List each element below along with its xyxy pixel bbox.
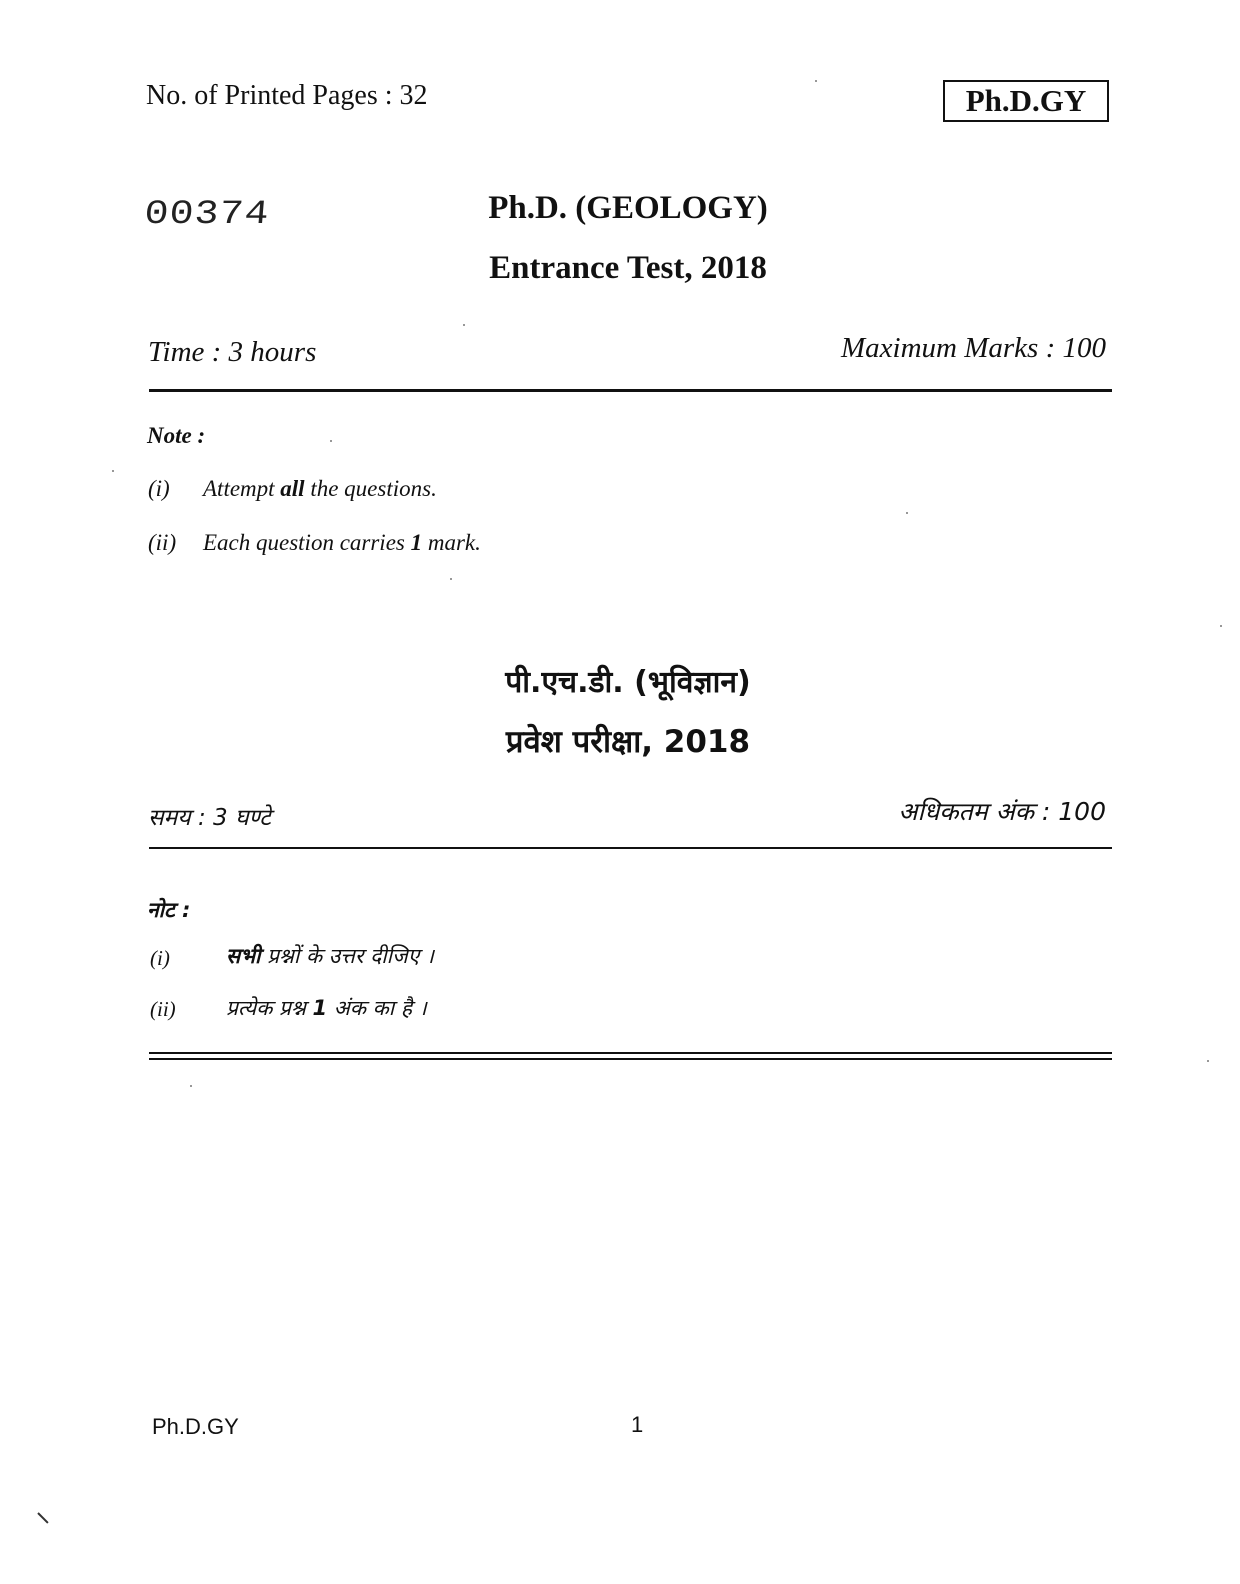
printed-pages-label: No. of Printed Pages : 32 [146, 80, 428, 111]
divider-hindi [149, 847, 1112, 849]
double-rule-bottom [149, 1058, 1112, 1060]
scan-speck [463, 324, 465, 326]
hindi-note-heading: नोट : [147, 898, 191, 922]
serial-number: 00374 [142, 196, 272, 235]
scan-mark [37, 1512, 48, 1523]
paper-code-box: Ph.D.GY [943, 80, 1109, 122]
exam-title: Ph.D. (GEOLOGY) [488, 190, 768, 226]
hindi-note-item-1-number: (i) [150, 946, 170, 970]
double-rule-top [149, 1052, 1112, 1054]
time-label: Time : 3 hours [148, 336, 317, 368]
note-heading: Note : [147, 423, 206, 448]
hindi-exam-subtitle: प्रवेश परीक्षा, 2018 [505, 724, 751, 760]
scan-speck [190, 1085, 192, 1087]
note-item-1-number: (i) [148, 476, 170, 501]
scan-speck [1207, 1060, 1209, 1062]
scan-speck [112, 470, 114, 472]
note-item-2-number: (ii) [148, 530, 177, 555]
scan-speck [330, 440, 332, 442]
scan-speck [450, 578, 452, 580]
divider-english [149, 389, 1112, 392]
note-item-1-text: Attempt all the questions. [203, 476, 437, 501]
hindi-note-item-2-number: (ii) [150, 997, 176, 1021]
scan-speck [815, 80, 817, 82]
hindi-note-item-1-text: सभी प्रश्नों के उत्तर दीजिए । [226, 944, 434, 968]
exam-subtitle: Entrance Test, 2018 [489, 250, 767, 286]
scan-speck [906, 512, 908, 514]
max-marks-label: Maximum Marks : 100 [841, 332, 1106, 364]
hindi-note-item-2-text: प्रत्येक प्रश्न 1 अंक का है । [226, 996, 427, 1020]
footer-page-number: 1 [631, 1412, 644, 1437]
hindi-max-marks-label: अधिकतम अंक : 100 [898, 797, 1106, 826]
footer-paper-code: Ph.D.GY [152, 1414, 239, 1439]
scan-speck [1220, 625, 1222, 627]
note-item-2-text: Each question carries 1 mark. [203, 530, 481, 555]
hindi-time-label: समय : 3 घण्टे [148, 805, 271, 831]
hindi-exam-title: पी.एच.डी. (भूविज्ञान) [505, 665, 751, 700]
